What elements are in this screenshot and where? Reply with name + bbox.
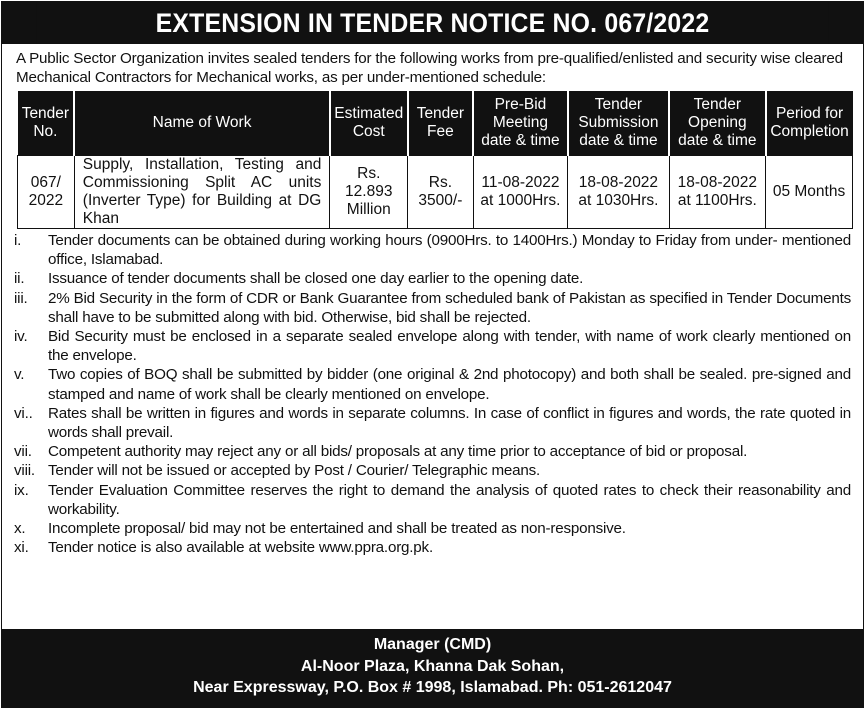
cell-period: 05 Months [766,156,853,229]
term-number: vi.. [14,404,33,422]
term-text: Two copies of BOQ shall be submitted by bidder (one original & 2nd photocopy) and both shall be sealed. pre-signed and stamped and name of work shall be clearly mentioned on envelope. [48,366,851,403]
header-name-of-work: Name of Work [74,91,330,156]
list-item [14,519,851,538]
list-item [14,289,851,327]
cell-estimated-cost: Rs. 12.893 Million [330,156,408,229]
header-tender-fee: Tender Fee [408,91,473,156]
table-header-row [18,91,853,156]
footer-designation: Manager (CMD) [373,636,492,653]
term-number: iv. [14,328,28,346]
term-number: viii. [14,462,35,480]
term-text: Issuance of tender documents shall be closed one day earlier to the opening date. [48,270,584,288]
header-opening: Tender Opening date & time [669,91,766,156]
list-item [14,481,851,519]
title-bar [2,2,863,44]
intro-paragraph: A Public Sector Organization invites sealed tenders for the following works from pre-qualified/enlisted and security wise cleared Mechanical Contractors for Mechanical works, as per under-mentioned schedule: [16,50,843,86]
term-number: v. [14,366,25,384]
term-text: Bid Security must be enclosed in a separate sealed envelope along with tender, with name of work clearly mentioned on the envelope. [48,328,851,365]
schedule-table [17,91,853,229]
header-estimated-cost: Estimated Cost [330,91,408,156]
contact-footer [2,629,863,707]
cell-prebid: 11-08-2022 at 1000Hrs. [473,156,568,229]
header-prebid-meeting: Pre-Bid Meeting date & time [473,91,568,156]
cell-tender-no: 067/ 2022 [18,156,75,229]
term-number: vii. [14,443,32,461]
cell-opening: 18-08-2022 at 1100Hrs. [669,156,766,229]
term-number: i. [14,232,22,249]
notice-title: EXTENSION IN TENDER NOTICE NO. 067/2022 [36,2,828,44]
term-text: Incomplete proposal/ bid may not be entertained and shall be treated as non-responsive. [48,520,626,538]
cell-name-of-work: Supply, Installation, Testing and Commissioning Split AC units (Inverter Type) for Building at DG Khan [74,156,330,229]
list-item [14,327,851,365]
term-text: Tender Evaluation Committee reserves the right to demand the analysis of quoted rates to check their reasonability and workability. [48,481,851,518]
term-number: x. [14,520,26,538]
cell-tender-fee: Rs. 3500/- [408,156,473,229]
table-row [18,156,853,229]
terms-list [2,231,863,557]
term-text: 2% Bid Security in the form of CDR or Bank Guarantee from scheduled bank of Pakistan as specified in Tender Documents shall have to be submitted along with bid. Otherwise, bid shall be rejected. [48,289,851,326]
header-submission: Tender Submission date & time [568,91,669,156]
header-tender-no: Tender No. [18,91,75,156]
term-text: Tender documents can be obtained during working hours (0900Hrs. to 1400Hrs.) Monday to Friday from under- mentioned office, Islamabad. [48,232,851,269]
list-item [14,442,851,461]
term-text: Tender notice is also available at website www.ppra.org.pk. [48,539,433,557]
term-text: Rates shall be written in figures and words in separate columns. In case of conflict in figures and words, the rate quoted in words shall prevail. [48,404,851,442]
footer-address-phone: Near Expressway, P.O. Box # 1998, Islamabad. Ph: 051-2612047 [193,679,672,696]
term-number: ii. [14,270,25,288]
tender-notice [1,1,864,708]
footer-address: Al-Noor Plaza, Khanna Dak Sohan, [300,657,565,675]
term-number: xi. [14,539,29,557]
list-item [14,269,851,288]
list-item [14,538,851,557]
term-number: iii. [14,289,28,307]
list-item [14,365,851,403]
header-period: Period for Completion [766,91,853,156]
term-text: Competent authority may reject any or all bids/ proposals at any time prior to acceptance of bid or proposal. [48,443,748,461]
list-item [14,404,851,442]
list-item [14,461,851,480]
term-text: Tender will not be issued or accepted by Post / Courier/ Telegraphic means. [48,462,541,480]
cell-submission: 18-08-2022 at 1030Hrs. [568,156,669,229]
list-item [14,231,851,269]
term-number: ix. [14,481,29,499]
